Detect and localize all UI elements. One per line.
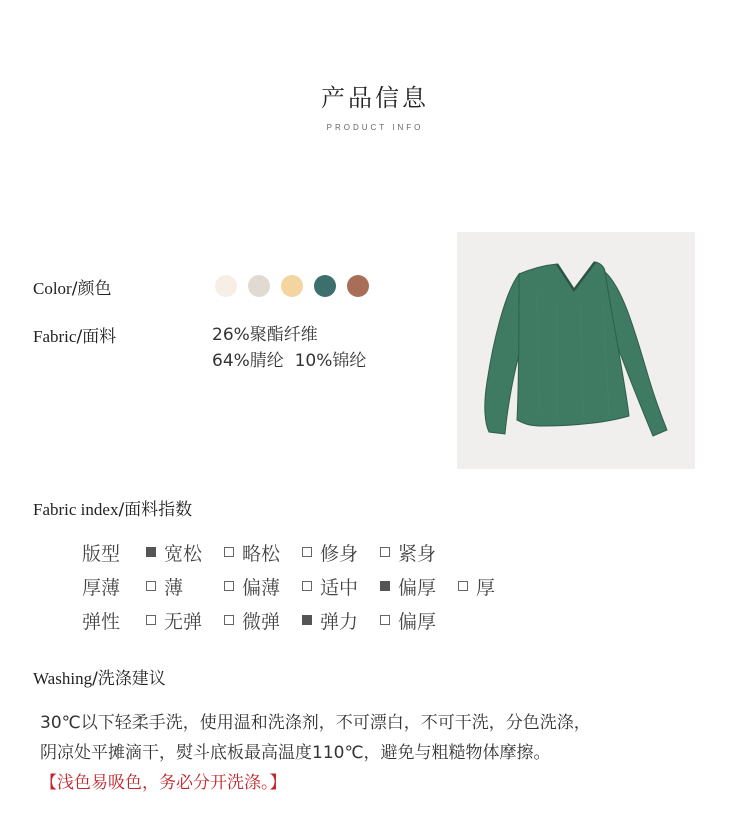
page-subtitle: PRODUCT INFO	[326, 123, 424, 132]
fabric-index-label-cn: /面料指数	[118, 500, 193, 520]
option-label: 微弹	[242, 610, 281, 633]
color-label	[33, 274, 111, 299]
checkbox	[380, 581, 390, 591]
page-header	[0, 78, 750, 132]
fabric-index-label	[33, 495, 192, 520]
option-tight	[380, 539, 458, 566]
option-label: 厚	[476, 576, 496, 599]
index-row-label: 厚薄	[82, 576, 121, 599]
fabric-composition	[212, 322, 366, 374]
index-row-elasticity	[82, 603, 518, 637]
fabric-line-1: 26%聚酯纤维	[212, 325, 318, 345]
washing-line-1: 30℃以下轻柔手洗，使用温和洗涤剂，不可漂白，不可干洗，分色洗涤，	[40, 713, 591, 733]
index-row-label: 弹性	[82, 610, 121, 633]
option-label: 弹力	[320, 610, 359, 633]
option-medium	[302, 573, 380, 600]
fabric-index-table	[82, 535, 518, 637]
checkbox	[224, 547, 234, 557]
page-title: 产品信息	[321, 84, 429, 112]
checkbox	[380, 615, 390, 625]
fabric-label-cn: /面料	[76, 327, 117, 347]
fabric-index-label-en: Fabric index	[33, 500, 119, 519]
color-swatches	[215, 275, 369, 297]
swatch-brown[interactable]	[347, 275, 369, 297]
option-label: 略松	[242, 542, 281, 565]
option-label: 偏薄	[242, 576, 281, 599]
washing-instructions	[40, 708, 730, 798]
option-slim	[302, 539, 380, 566]
option-label: 无弹	[164, 610, 203, 633]
fabric-label	[33, 322, 116, 347]
option-slight-stretch	[224, 607, 302, 634]
checkbox	[224, 615, 234, 625]
swatch-light-gray[interactable]	[248, 275, 270, 297]
checkbox	[302, 581, 312, 591]
option-slightly-thick	[380, 607, 458, 634]
option-label: 修身	[320, 542, 359, 565]
product-photo	[457, 232, 695, 469]
option-thin	[146, 573, 224, 600]
option-label: 宽松	[164, 542, 203, 565]
swatch-apricot[interactable]	[281, 275, 303, 297]
washing-line-2: 阴凉处平摊滴干，熨斗底板最高温度110℃，避免与粗糙物体摩擦。	[40, 743, 551, 763]
washing-label-cn: /洗涤建议	[92, 669, 166, 689]
sweater-illustration	[457, 232, 695, 469]
option-label: 薄	[164, 576, 184, 599]
index-row-fit	[82, 535, 518, 569]
index-row-label: 版型	[82, 542, 121, 565]
washing-label	[33, 664, 166, 689]
option-slightly-thin	[224, 573, 302, 600]
checkbox	[302, 615, 312, 625]
option-slightly-thick	[380, 573, 458, 600]
option-label: 紧身	[398, 542, 437, 565]
fabric-line-2: 64%腈纶 10%锦纶	[212, 351, 367, 371]
checkbox	[302, 547, 312, 557]
checkbox	[146, 615, 156, 625]
color-label-cn: /颜色	[71, 279, 112, 299]
option-label: 偏厚	[398, 576, 437, 599]
option-stretch	[302, 607, 380, 634]
checkbox	[146, 547, 156, 557]
index-row-thickness	[82, 569, 518, 603]
option-thick	[458, 573, 518, 600]
option-label: 适中	[320, 576, 359, 599]
color-label-en: Color	[33, 279, 72, 298]
checkbox	[458, 581, 468, 591]
checkbox	[380, 547, 390, 557]
washing-label-en: Washing	[33, 669, 93, 688]
checkbox	[146, 581, 156, 591]
checkbox	[224, 581, 234, 591]
swatch-teal-green[interactable]	[314, 275, 336, 297]
option-slightly-loose	[224, 539, 302, 566]
washing-warning: 【浅色易吸色，务必分开洗涤。】	[40, 773, 287, 793]
fabric-label-en: Fabric	[33, 327, 77, 346]
option-no-stretch	[146, 607, 224, 634]
swatch-cream[interactable]	[215, 275, 237, 297]
option-label: 偏厚	[398, 610, 437, 633]
option-loose	[146, 539, 224, 566]
